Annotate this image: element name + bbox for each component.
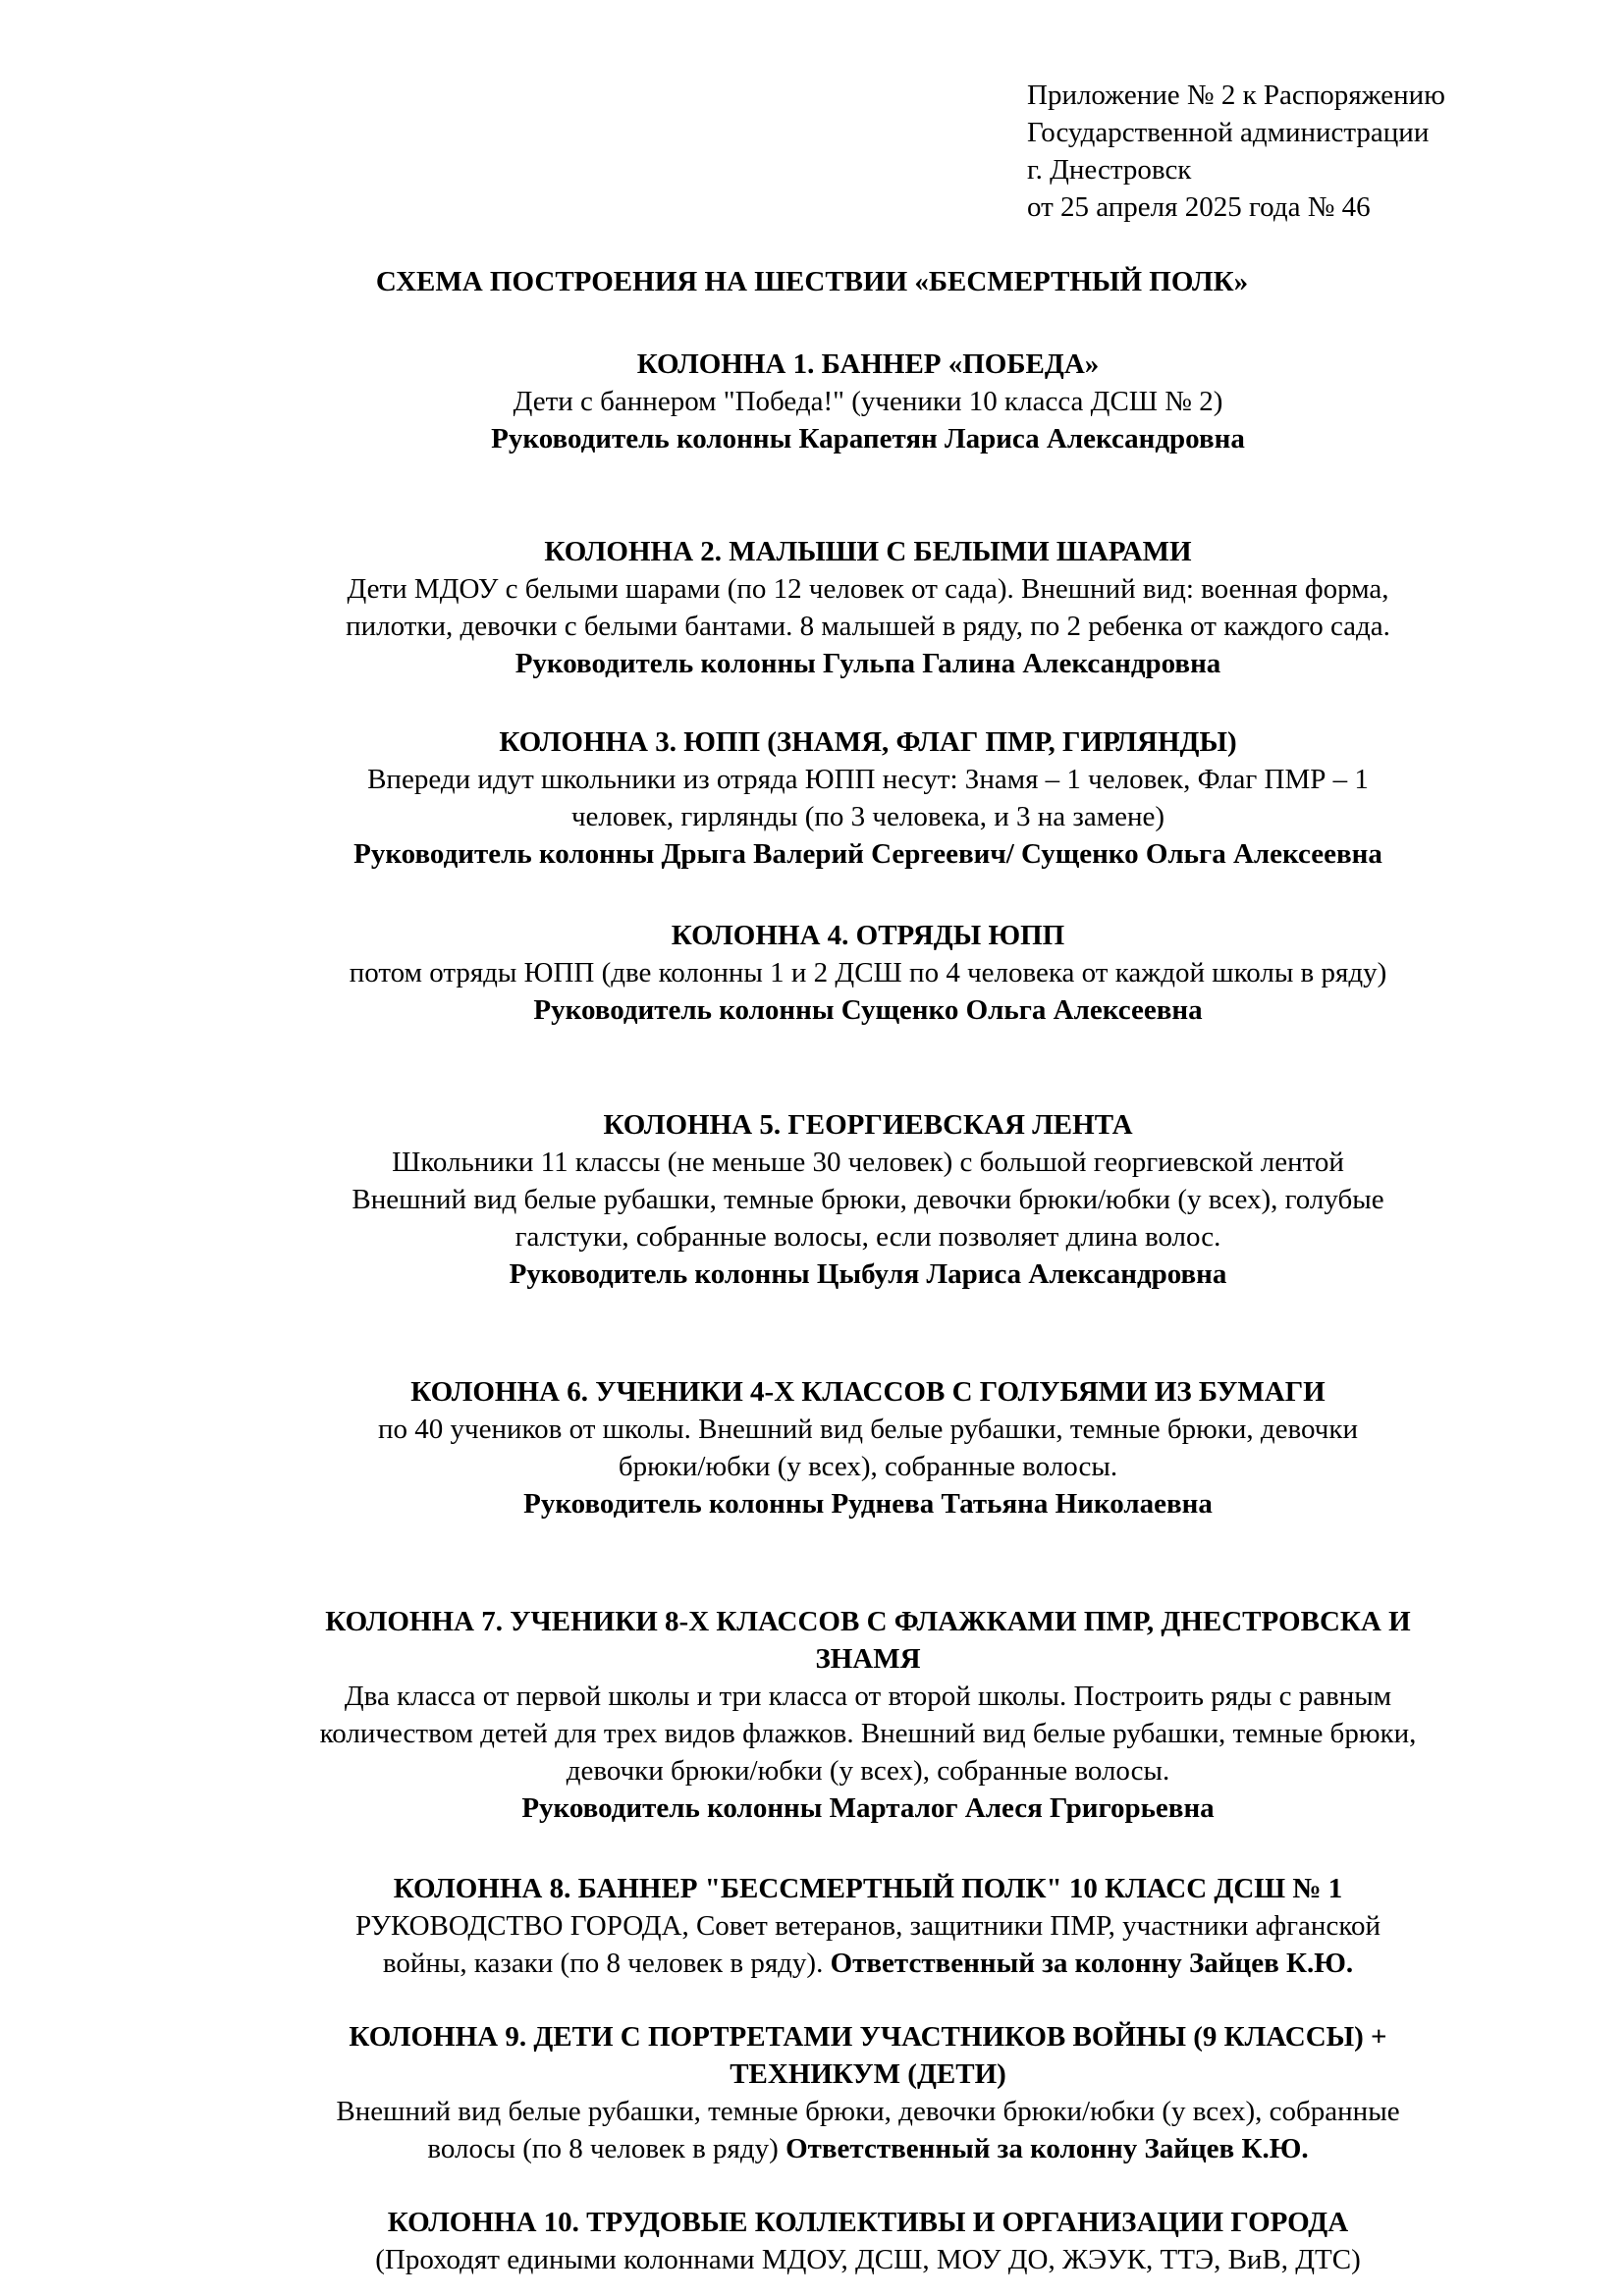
column-10 [226,2204,1510,2278]
column-text: РУКОВОДСТВО ГОРОДА, Совет ветеранов, защитники ПМР, участники афганской [355,1910,1380,1942]
appendix-line: г. Днестровск [1027,154,1192,186]
column-leader: Руководитель колонны Руднева Татьяна Николаевна [523,1488,1213,1520]
column-text: Дети МДОУ с белыми шарами (по 12 человек от сада). Внешний вид: военная форма, [347,573,1389,605]
column-heading: КОЛОННА 1. БАННЕР «ПОБЕДА» [636,348,1100,380]
column-text: Два класса от первой школы и три класса от второй школы. Построить ряды с равным [344,1681,1392,1712]
column-3 [226,723,1510,873]
column-text: брюки/юбки (у всех), собранные волосы. [618,1451,1118,1482]
column-responsible: Ответственный за колонну Зайцев К.Ю. [785,2133,1309,2164]
column-leader: Руководитель колонны Марталог Алеся Григорьевна [521,1792,1215,1824]
column-responsible: Ответственный за колонну Зайцев К.Ю. [830,1948,1354,1979]
column-leader: Руководитель колонны Сущенко Ольга Алексеевна [533,994,1203,1026]
column-text: количеством детей для трех видов флажков. Внешний вид белые рубашки, темные брюки, [319,1718,1417,1749]
column-text: галстуки, собранные волосы, если позволяет длина волос. [514,1221,1221,1253]
column-4 [226,917,1510,1029]
column-heading: КОЛОННА 4. ОТРЯДЫ ЮПП [671,920,1065,951]
column-heading: КОЛОННА 10. ТРУДОВЫЕ КОЛЛЕКТИВЫ И ОРГАНИЗАЦИИ ГОРОДА [387,2207,1349,2238]
column-heading: ТЕХНИКУМ (ДЕТИ) [730,2058,1006,2090]
document-title: СХЕМА ПОСТРОЕНИЯ НА ШЕСТВИИ «БЕСМЕРТНЫЙ ПОЛК» [375,266,1249,297]
column-mixed-line [226,2130,1510,2167]
column-5 [226,1106,1510,1293]
column-text: Внешний вид белые рубашки, темные брюки, девочки брюки/юбки (у всех), собранные [336,2096,1400,2127]
column-text: войны, казаки (по 8 человек в ряду). [382,1948,831,1979]
column-text: девочки брюки/юбки (у всех), собранные волосы. [566,1755,1170,1787]
appendix-line: Государственной администрации [1027,117,1430,148]
column-text: Школьники 11 классы (не меньше 30 человек) с большой георгиевской лентой [392,1147,1344,1178]
column-1 [226,346,1510,457]
column-text: Впереди идут школьники из отряда ЮПП несут: Знамя – 1 человек, Флаг ПМР – 1 [367,764,1369,795]
column-heading: ЗНАМЯ [815,1643,921,1675]
column-leader: Руководитель колонны Гульпа Галина Александровна [514,648,1221,679]
column-heading: КОЛОННА 5. ГЕОРГИЕВСКАЯ ЛЕНТА [603,1109,1133,1141]
column-heading: КОЛОННА 7. УЧЕНИКИ 8-Х КЛАССОВ С ФЛАЖКАМИ ПМР, ДНЕСТРОВСКА И [325,1606,1411,1637]
column-heading: КОЛОННА 8. БАННЕР "БЕССМЕРТНЫЙ ПОЛК" 10 КЛАСС ДСШ № 1 [393,1873,1343,1904]
column-heading: КОЛОННА 3. ЮПП (ЗНАМЯ, ФЛАГ ПМР, ГИРЛЯНДЫ) [499,726,1237,758]
column-leader: Руководитель колонны Дрыга Валерий Сергеевич/ Сущенко Ольга Алексеевна [353,838,1382,870]
column-9 [226,2018,1510,2167]
column-text: потом отряды ЮПП (две колонны 1 и 2 ДСШ по 4 человека от каждой школы в ряду) [349,957,1387,988]
column-text: (Проходят едиными колоннами МДОУ, ДСШ, МОУ ДО, ЖЭУК, ТТЭ, ВиВ, ДТС) [375,2244,1361,2275]
column-text: Внешний вид белые рубашки, темные брюки, девочки брюки/юбки (у всех), голубые [352,1184,1384,1215]
column-heading: КОЛОННА 9. ДЕТИ С ПОРТРЕТАМИ УЧАСТНИКОВ ВОЙНЫ (9 КЛАССЫ) + [349,2021,1387,2053]
column-text: волосы (по 8 человек в ряду) [427,2133,786,2164]
column-mixed-line [226,1945,1510,1982]
appendix-block [1027,77,1445,226]
column-leader: Руководитель колонны Цыбуля Лариса Александровна [509,1258,1227,1290]
appendix-line: Приложение № 2 к Распоряжению [1027,80,1445,111]
column-text: человек, гирлянды (по 3 человека, и 3 на замене) [570,801,1165,832]
column-6 [226,1373,1510,1522]
column-text: Дети с баннером "Победа!" (ученики 10 класса ДСШ № 2) [513,386,1223,417]
column-heading: КОЛОННА 2. МАЛЫШИ С БЕЛЫМИ ШАРАМИ [544,536,1192,567]
column-text: по 40 учеников от школы. Внешний вид белые рубашки, темные брюки, девочки [378,1414,1358,1445]
column-heading: КОЛОННА 6. УЧЕНИКИ 4-Х КЛАССОВ С ГОЛУБЯМИ ИЗ БУМАГИ [410,1376,1326,1408]
appendix-line: от 25 апреля 2025 года № 46 [1027,191,1371,223]
column-2 [226,533,1510,682]
column-text: пилотки, девочки с белыми бантами. 8 малышей в ряду, по 2 ребенка от каждого сада. [346,611,1390,642]
column-7 [226,1603,1510,1827]
column-8 [226,1870,1510,1982]
column-leader: Руководитель колонны Карапетян Лариса Александровна [491,423,1245,454]
